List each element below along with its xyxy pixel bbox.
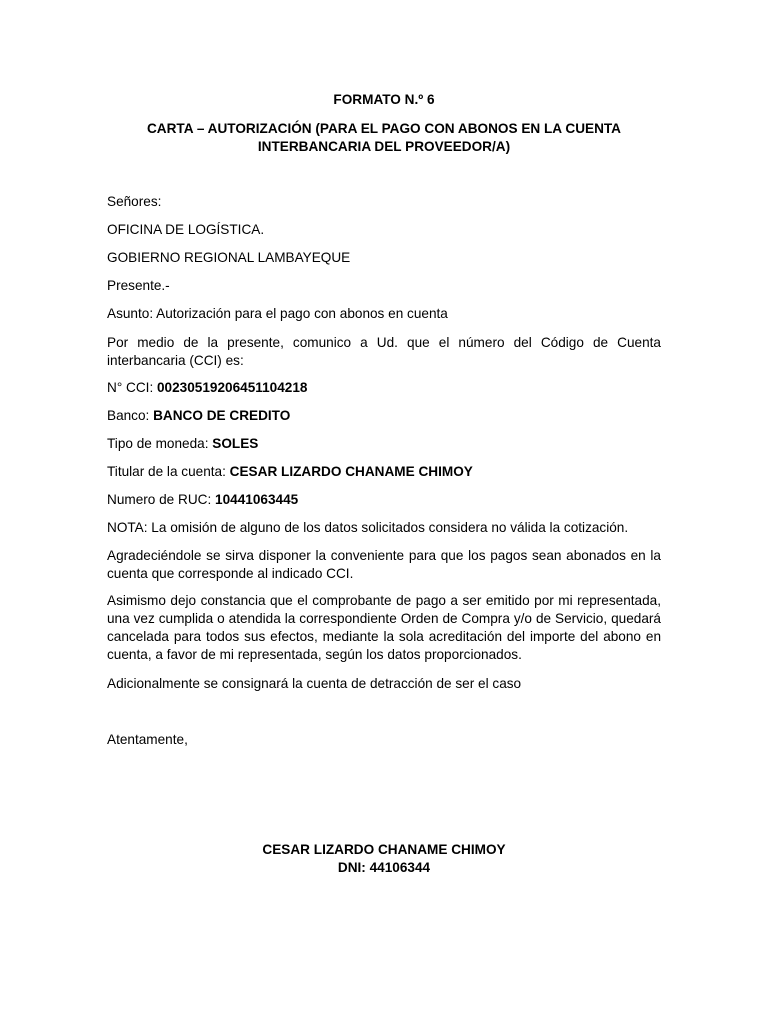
intro-paragraph: Por medio de la presente, comunico a Ud. que el número del Código de Cuenta interbancaria (CCI) es:	[107, 335, 661, 368]
cci-value: 00230519206451104218	[157, 380, 308, 395]
letter-title	[107, 120, 661, 156]
detraction-line: Adicionalmente se consignará la cuenta de detracción de ser el caso	[107, 676, 522, 691]
cci-field	[107, 379, 661, 397]
bank-field	[107, 407, 661, 425]
currency-value: SOLES	[212, 436, 259, 451]
record-paragraph: Asimismo dejo constancia que el comprobante de pago a ser emitido por mi representada, una vez cumplida o atendida la correspondiente Orden de Compra y/o de Servicio, quedará cancelada para todos sus efectos, mediante la sola acreditación del importe del abono en cuenta, a favor de mi representada, según los datos proporcionados.	[107, 593, 661, 662]
account-holder-value: CESAR LIZARDO CHANAME CHIMOY	[229, 464, 473, 479]
bank-value: BANCO DE CREDITO	[153, 408, 291, 423]
currency-field	[107, 435, 661, 453]
currency-label: Tipo de moneda:	[107, 436, 213, 451]
letter-title-line-2: INTERBANCARIA DEL PROVEEDOR/A)	[257, 139, 511, 154]
letter-title-line-1: CARTA – AUTORIZACIÓN (PARA EL PAGO CON ABONOS EN LA CUENTA	[146, 121, 622, 136]
subject-line: Asunto: Autorización para el pago con abonos en cuenta	[107, 306, 448, 321]
signature-name: CESAR LIZARDO CHANAME CHIMOY	[262, 842, 506, 857]
addressee-office: OFICINA DE LOGÍSTICA.	[107, 222, 265, 237]
addressee-government: GOBIERNO REGIONAL LAMBAYEQUE	[107, 250, 351, 265]
bank-label: Banco:	[107, 408, 154, 423]
presente: Presente.-	[107, 278, 170, 293]
ruc-value: 10441063445	[215, 492, 299, 507]
document-page	[107, 0, 661, 1024]
signature-block	[107, 841, 661, 877]
ruc-field	[107, 491, 661, 509]
note-line: NOTA: La omisión de alguno de los datos solicitados considera no válida la cotización.	[107, 520, 629, 535]
signature-dni: DNI: 44106344	[337, 860, 431, 875]
account-holder-label: Titular de la cuenta:	[107, 464, 230, 479]
format-number: FORMATO N.º 6	[333, 92, 435, 107]
salutation: Señores:	[107, 194, 162, 209]
account-holder-field	[107, 463, 661, 481]
closing: Atentamente,	[107, 732, 188, 747]
cci-label: N° CCI:	[107, 380, 157, 395]
thanks-paragraph: Agradeciéndole se sirva disponer la conveniente para que los pagos sean abonados en la cuenta que corresponde al indicado CCI.	[107, 548, 661, 581]
ruc-label: Numero de RUC:	[107, 492, 216, 507]
